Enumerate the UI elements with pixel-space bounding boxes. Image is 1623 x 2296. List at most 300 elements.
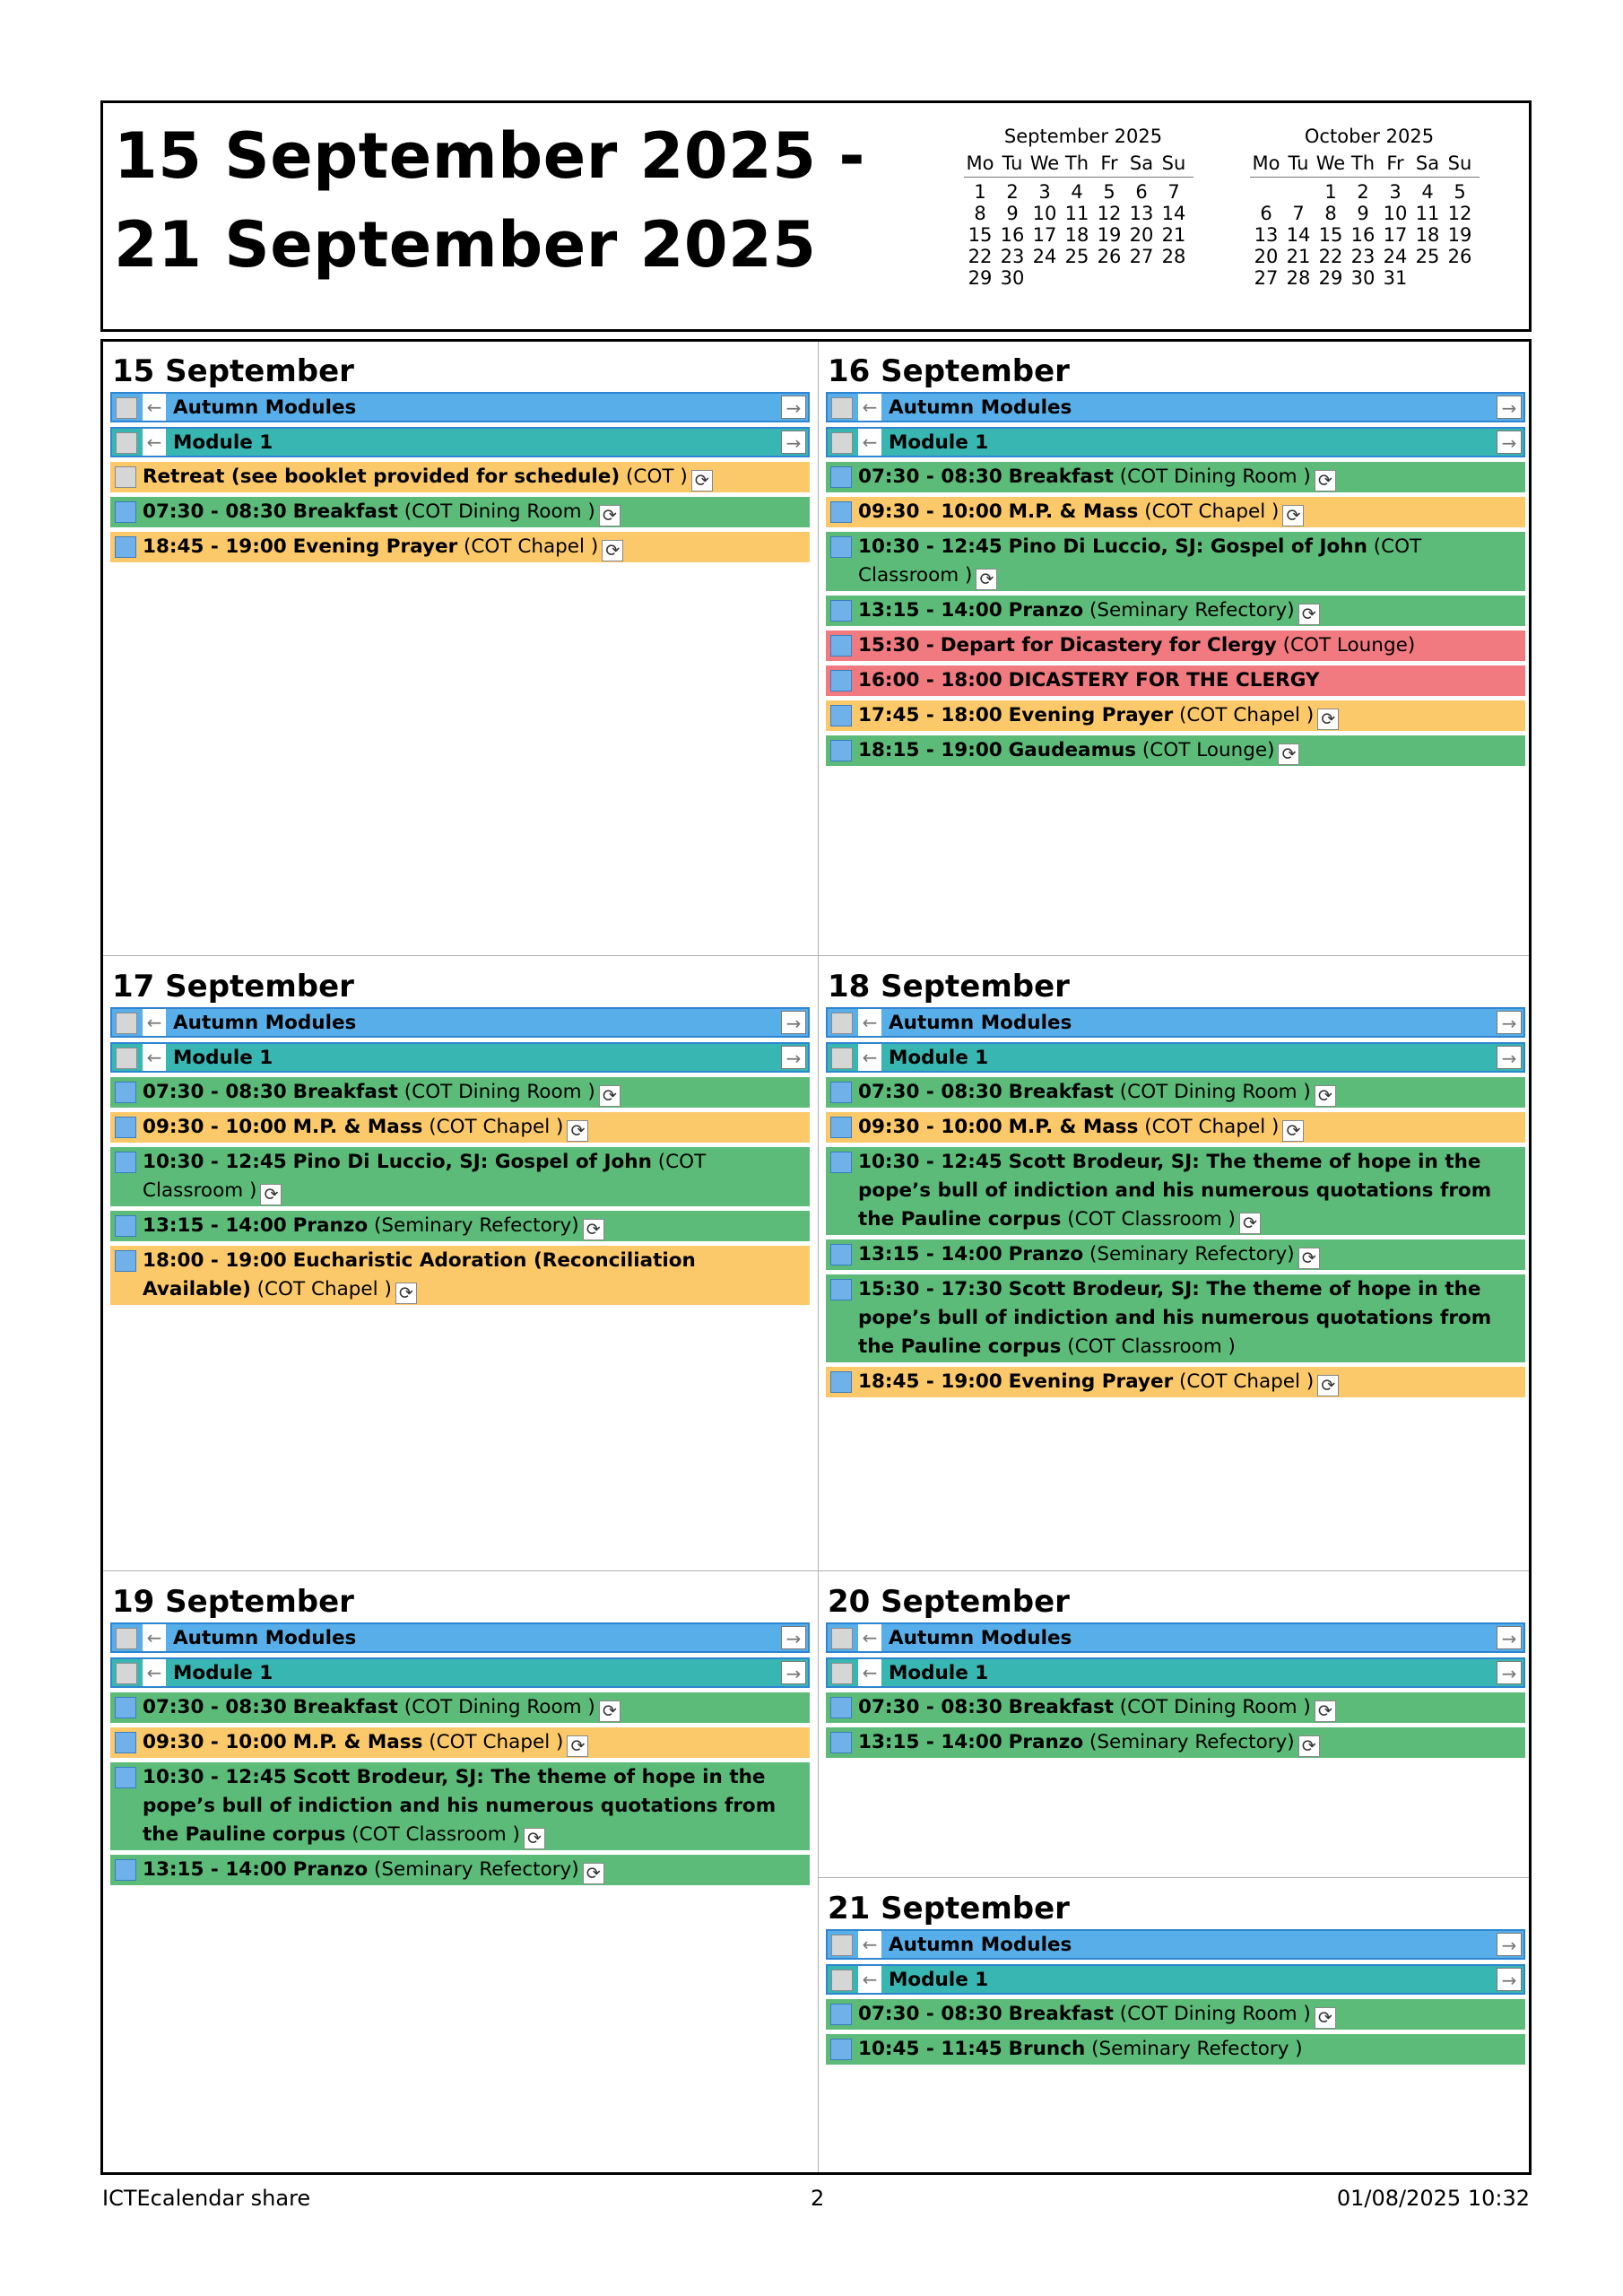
checkbox-icon[interactable] <box>830 1082 852 1103</box>
calendar-event[interactable] <box>826 665 1525 696</box>
checkbox-icon[interactable] <box>116 1013 137 1034</box>
mini-calendar-day[interactable]: 11 <box>1064 203 1089 224</box>
right-arrow-icon: → <box>1497 1046 1522 1069</box>
banner-label: Module 1 <box>889 1662 989 1684</box>
event-time: 07:30 - 08:30 <box>858 1696 1002 1718</box>
event-time: 13:15 - 14:00 <box>858 1243 1002 1265</box>
event-location: (Seminary Refectory) <box>1089 599 1295 622</box>
mini-calendar-week <box>964 267 1204 289</box>
recurring-icon: ⟳ <box>976 569 997 590</box>
event-location: (Seminary Refectory ) <box>1091 2038 1303 2060</box>
mini-calendar-day[interactable]: 13 <box>1129 203 1154 224</box>
mini-calendar-day[interactable]: 19 <box>1097 224 1122 246</box>
day-event-list <box>110 392 810 562</box>
event-time: 09:30 - 10:00 <box>858 500 1002 523</box>
right-arrow-icon: → <box>1497 430 1522 454</box>
day-event-list <box>826 1929 1525 2065</box>
left-arrow-icon: ← <box>143 1009 166 1036</box>
checkbox-icon[interactable] <box>831 432 853 454</box>
mini-calendar-day[interactable] <box>1250 181 1282 203</box>
mini-calendar-day[interactable]: 29 <box>968 267 993 289</box>
all-day-banner[interactable] <box>110 1622 810 1653</box>
mini-calendar-day[interactable] <box>1061 267 1093 289</box>
event-time: 15:30 - 17:30 <box>858 1278 1002 1300</box>
banner-label: Module 1 <box>173 1662 273 1684</box>
mini-calendar-day[interactable]: 5 <box>1454 181 1466 203</box>
mini-calendar-day[interactable]: 26 <box>1447 246 1472 267</box>
right-arrow-icon: → <box>1497 1011 1522 1034</box>
all-day-banner[interactable] <box>110 1007 810 1038</box>
calendar-event[interactable] <box>110 497 810 527</box>
mini-calendar-day[interactable]: 12 <box>1097 203 1122 224</box>
mini-calendar-day[interactable]: 5 <box>1103 181 1115 203</box>
checkbox-icon[interactable] <box>115 1082 136 1103</box>
mini-calendar-day[interactable]: 1 <box>1324 181 1337 203</box>
event-title: Breakfast <box>1008 2003 1114 2025</box>
event-title: M.P. & Mass <box>292 1731 423 1753</box>
mini-calendar-day[interactable]: 30 <box>1350 267 1376 289</box>
checkbox-icon[interactable] <box>831 1048 853 1069</box>
mini-calendar-day[interactable]: 6 <box>1135 181 1148 203</box>
calendar-event[interactable] <box>110 532 810 562</box>
checkbox-icon[interactable] <box>115 1732 136 1753</box>
calendar-event[interactable] <box>826 1112 1525 1143</box>
all-day-banner[interactable] <box>826 427 1525 457</box>
calendar-event[interactable] <box>110 1246 810 1305</box>
mini-calendar-day[interactable] <box>1444 267 1476 289</box>
mini-calendar-day[interactable]: 19 <box>1447 224 1472 246</box>
event-time: 09:30 - 10:00 <box>143 1116 287 1138</box>
mini-calendar-day[interactable]: 3 <box>1389 181 1402 203</box>
checkbox-icon[interactable] <box>830 1152 852 1173</box>
calendar-event[interactable] <box>826 1692 1525 1723</box>
checkbox-icon[interactable] <box>115 1250 136 1272</box>
recurring-icon: ⟳ <box>1239 1213 1261 1234</box>
calendar-event[interactable] <box>826 1077 1525 1108</box>
day-cell <box>103 966 810 1309</box>
weekday-label: Fr <box>1386 152 1404 174</box>
right-arrow-icon: → <box>781 1011 806 1034</box>
weekday-label: Mo <box>966 152 994 174</box>
event-location: (COT Dining Room ) <box>404 500 595 523</box>
event-location: (COT Chapel ) <box>1144 1116 1280 1138</box>
mini-calendar-day[interactable]: 24 <box>1032 246 1057 267</box>
event-title: DICASTERY FOR THE CLERGY <box>1008 669 1320 691</box>
checkbox-icon[interactable] <box>831 1935 853 1956</box>
checkbox-icon[interactable] <box>115 1117 136 1138</box>
mini-calendar-day[interactable] <box>1028 267 1061 289</box>
mini-calendar-day[interactable]: 1 <box>974 181 986 203</box>
weekday-label: Tu <box>1288 152 1309 174</box>
day-cell <box>103 1581 810 1890</box>
event-title: Evening Prayer <box>292 535 458 558</box>
recurring-icon: ⟳ <box>1315 1085 1336 1107</box>
event-title: Pranzo <box>1008 1731 1084 1753</box>
event-title: Pino Di Luccio, SJ: Gospel of John <box>292 1151 652 1173</box>
event-title: Depart for Dicastery for Clergy <box>940 634 1277 657</box>
mini-calendar-day[interactable]: 9 <box>1357 203 1369 224</box>
event-title: Pranzo <box>1008 1243 1084 1265</box>
banner-label: Module 1 <box>173 431 273 454</box>
recurring-icon: ⟳ <box>1315 1700 1336 1722</box>
banner-label: Autumn Modules <box>173 1627 357 1649</box>
mini-calendar-day[interactable] <box>1093 267 1125 289</box>
mini-calendar-day[interactable]: 14 <box>1161 203 1186 224</box>
day-title: 17 September <box>112 969 354 1004</box>
all-day-banner[interactable] <box>826 1622 1525 1653</box>
mini-calendar-weekdays <box>964 150 1193 178</box>
mini-calendar-day[interactable] <box>1158 267 1190 289</box>
day-cell <box>819 351 1525 770</box>
checkbox-icon[interactable] <box>831 1013 853 1034</box>
recurring-icon: ⟳ <box>1298 1735 1320 1757</box>
checkbox-icon[interactable] <box>115 1152 136 1173</box>
mini-calendar-day[interactable]: 17 <box>1383 224 1408 246</box>
banner-label: Module 1 <box>889 1969 989 1991</box>
mini-calendar-day[interactable]: 18 <box>1064 224 1089 246</box>
banner-label: Autumn Modules <box>889 1934 1072 1956</box>
mini-calendar-day[interactable]: 7 <box>1167 181 1180 203</box>
recurring-icon: ⟳ <box>691 470 713 491</box>
checkbox-icon[interactable] <box>116 432 137 454</box>
checkbox-icon[interactable] <box>830 501 852 523</box>
calendar-event[interactable] <box>826 735 1525 766</box>
calendar-event[interactable] <box>826 1147 1525 1235</box>
event-time: 07:30 - 08:30 <box>858 1081 1002 1103</box>
mini-calendar-day[interactable] <box>1125 267 1158 289</box>
checkbox-icon[interactable] <box>830 536 852 558</box>
checkbox-icon[interactable] <box>830 1732 852 1753</box>
mini-calendar-day[interactable]: 10 <box>1032 203 1057 224</box>
mini-calendar-day[interactable]: 27 <box>1129 246 1154 267</box>
checkbox-icon[interactable] <box>116 397 137 419</box>
calendar-event[interactable] <box>110 1112 810 1143</box>
checkbox-icon[interactable] <box>830 1244 852 1265</box>
mini-calendar-day[interactable]: 25 <box>1064 246 1089 267</box>
recurring-icon: ⟳ <box>599 1700 621 1722</box>
event-location: (COT Chapel ) <box>464 535 599 558</box>
event-time: 13:15 - 14:00 <box>143 1858 287 1881</box>
calendar-event[interactable] <box>110 1727 810 1758</box>
event-title: Pranzo <box>292 1858 369 1881</box>
event-location: (Seminary Refectory) <box>1089 1731 1295 1753</box>
event-title: Evening Prayer <box>1008 704 1174 726</box>
mini-calendar-day[interactable]: 11 <box>1415 203 1440 224</box>
checkbox-icon[interactable] <box>115 1859 136 1881</box>
checkbox-icon[interactable] <box>831 1663 853 1684</box>
weekday-label: Su <box>1447 152 1472 174</box>
mini-calendar-day[interactable]: 21 <box>1161 224 1186 246</box>
checkbox-icon[interactable] <box>116 1048 137 1069</box>
banner-label: Module 1 <box>889 1047 989 1069</box>
mini-calendar-week <box>1250 267 1490 289</box>
day-event-list <box>826 1622 1525 1758</box>
mini-calendar-day[interactable]: 15 <box>1318 224 1343 246</box>
banner-label: Autumn Modules <box>889 396 1072 419</box>
mini-calendar-day[interactable]: 27 <box>1254 267 1279 289</box>
day-title: 20 September <box>828 1584 1070 1620</box>
mini-calendar-day[interactable] <box>1282 181 1315 203</box>
event-time: 13:15 - 14:00 <box>858 1731 1002 1753</box>
calendar-event[interactable] <box>110 1077 810 1108</box>
left-arrow-icon: ← <box>858 1009 881 1036</box>
weekday-label: Sa <box>1415 152 1440 174</box>
mini-calendar-day[interactable]: 28 <box>1161 246 1186 267</box>
checkbox-icon[interactable] <box>830 740 852 761</box>
all-day-banner[interactable] <box>110 1042 810 1073</box>
mini-calendar-day[interactable]: 4 <box>1421 181 1434 203</box>
left-arrow-icon: ← <box>143 1044 166 1071</box>
checkbox-icon[interactable] <box>831 1970 853 1991</box>
left-arrow-icon: ← <box>143 1659 166 1686</box>
page-title-line-1: 15 September 2025 - <box>114 119 865 193</box>
calendar-event[interactable] <box>826 1239 1525 1270</box>
event-title: Scott Brodeur, SJ: The theme of hope in the pope’s bull of indiction and his numerous quotations from the Pauline corpus <box>143 1766 777 1846</box>
left-arrow-icon: ← <box>858 1044 881 1071</box>
event-time: 13:15 - 14:00 <box>143 1214 287 1237</box>
banner-label: Autumn Modules <box>173 1012 357 1034</box>
day-event-list <box>110 1622 810 1885</box>
event-location: (Seminary Refectory) <box>373 1214 579 1237</box>
all-day-banner[interactable] <box>826 1929 1525 1960</box>
mini-calendar-day[interactable]: 4 <box>1071 181 1083 203</box>
mini-calendar-day[interactable]: 2 <box>1006 181 1019 203</box>
mini-calendar-day[interactable]: 2 <box>1357 181 1369 203</box>
calendar-event[interactable] <box>826 1727 1525 1758</box>
mini-calendar-day[interactable]: 6 <box>1260 203 1272 224</box>
all-day-banner[interactable] <box>110 1657 810 1688</box>
event-title: Scott Brodeur, SJ: The theme of hope in the pope’s bull of indiction and his numerous quotations from the Pauline corpus <box>858 1278 1492 1358</box>
event-location: (COT Dining Room ) <box>404 1696 595 1718</box>
all-day-banner[interactable] <box>826 1964 1525 1995</box>
mini-calendar-week <box>964 181 1204 203</box>
event-title: Breakfast <box>292 1081 398 1103</box>
mini-calendar-day[interactable]: 22 <box>968 246 993 267</box>
calendar-event[interactable] <box>110 1211 810 1241</box>
mini-calendar-title: September 2025 <box>1003 126 1163 147</box>
calendar-event[interactable] <box>826 700 1525 731</box>
checkbox-icon[interactable] <box>116 1663 137 1684</box>
mini-calendar-day[interactable]: 15 <box>968 224 993 246</box>
event-location: (COT Dining Room ) <box>1119 465 1311 488</box>
mini-calendar-day[interactable]: 22 <box>1318 246 1343 267</box>
event-title: Breakfast <box>292 1696 398 1718</box>
checkbox-icon[interactable] <box>830 2004 852 2025</box>
calendar-event[interactable] <box>110 462 810 492</box>
event-title: Breakfast <box>1008 465 1114 488</box>
calendar-event[interactable] <box>110 1855 810 1885</box>
checkbox-icon[interactable] <box>115 1215 136 1237</box>
all-day-banner[interactable] <box>826 1657 1525 1688</box>
left-arrow-icon: ← <box>143 394 166 421</box>
left-arrow-icon: ← <box>858 1966 881 1993</box>
recurring-icon: ⟳ <box>583 1219 604 1240</box>
event-time: 18:45 - 19:00 <box>858 1370 1002 1393</box>
checkbox-icon[interactable] <box>115 501 136 523</box>
mini-calendar-day[interactable]: 23 <box>1350 246 1376 267</box>
right-arrow-icon: → <box>1497 1661 1522 1684</box>
all-day-banner[interactable] <box>826 1007 1525 1038</box>
event-title: Evening Prayer <box>1008 1370 1174 1393</box>
mini-calendar-day[interactable]: 18 <box>1415 224 1440 246</box>
event-time: 13:15 - 14:00 <box>858 599 1002 622</box>
event-location: (COT ) <box>626 465 688 488</box>
checkbox-icon[interactable] <box>830 1117 852 1138</box>
mini-calendar-day[interactable]: 14 <box>1286 224 1311 246</box>
recurring-icon: ⟳ <box>1298 1248 1320 1269</box>
checkbox-icon[interactable] <box>115 1697 136 1718</box>
event-time: 09:30 - 10:00 <box>858 1116 1002 1138</box>
mini-calendar-day[interactable]: 30 <box>1000 267 1025 289</box>
right-arrow-icon: → <box>781 1626 806 1649</box>
checkbox-icon[interactable] <box>116 1628 137 1649</box>
calendar-event[interactable] <box>826 596 1525 626</box>
left-arrow-icon: ← <box>858 394 881 421</box>
calendar-event[interactable] <box>826 1274 1525 1362</box>
calendar-event[interactable] <box>826 1367 1525 1397</box>
day-event-list <box>826 392 1525 766</box>
row-divider <box>103 955 1529 956</box>
event-title: Pranzo <box>1008 599 1084 622</box>
event-time: 18:45 - 19:00 <box>143 535 287 558</box>
checkbox-icon[interactable] <box>115 466 136 488</box>
mini-calendar-day[interactable]: 17 <box>1032 224 1057 246</box>
calendar-event[interactable] <box>110 1762 810 1850</box>
page-title-line-2: 21 September 2025 <box>114 208 817 282</box>
mini-calendar-day[interactable]: 10 <box>1383 203 1408 224</box>
week-grid <box>100 339 1532 2175</box>
checkbox-icon[interactable] <box>830 466 852 488</box>
checkbox-icon[interactable] <box>830 600 852 622</box>
mini-calendar-week <box>1250 224 1490 246</box>
event-location: (COT Lounge) <box>1282 634 1416 657</box>
left-arrow-icon: ← <box>143 1624 166 1651</box>
mini-calendar-day[interactable]: 7 <box>1292 203 1305 224</box>
mini-calendar-day[interactable]: 16 <box>1350 224 1376 246</box>
mini-calendar-day[interactable]: 29 <box>1318 267 1343 289</box>
mini-calendar-day[interactable]: 13 <box>1254 224 1279 246</box>
all-day-banner[interactable] <box>826 1042 1525 1073</box>
mini-calendar-day[interactable]: 26 <box>1097 246 1122 267</box>
mini-calendar-day[interactable]: 21 <box>1286 246 1311 267</box>
mini-calendar-day[interactable]: 24 <box>1383 246 1408 267</box>
event-title: Breakfast <box>292 500 398 523</box>
event-time: 07:30 - 08:30 <box>858 2003 1002 2025</box>
mini-calendar-day[interactable]: 12 <box>1447 203 1472 224</box>
event-location: (COT Dining Room ) <box>404 1081 595 1103</box>
checkbox-icon[interactable] <box>830 1371 852 1393</box>
mini-calendar-day[interactable]: 20 <box>1129 224 1154 246</box>
footer-timestamp: 01/08/2025 10:32 <box>1336 2186 1530 2211</box>
page-header <box>100 100 1532 332</box>
recurring-icon: ⟳ <box>1315 2007 1336 2029</box>
recurring-icon: ⟳ <box>567 1735 588 1757</box>
event-time: 07:30 - 08:30 <box>143 500 287 523</box>
banner-label: Autumn Modules <box>173 396 357 419</box>
recurring-icon: ⟳ <box>602 540 623 561</box>
checkbox-icon[interactable] <box>115 536 136 558</box>
weekday-label: Tu <box>1002 152 1023 174</box>
day-title: 21 September <box>828 1891 1070 1926</box>
calendar-event[interactable] <box>826 1999 1525 2030</box>
event-title: M.P. & Mass <box>1008 500 1139 523</box>
checkbox-icon[interactable] <box>831 397 853 419</box>
event-time: 10:30 - 12:45 <box>858 535 1002 558</box>
weekday-label: Fr <box>1100 152 1118 174</box>
right-arrow-icon: → <box>1497 1968 1522 1991</box>
row-divider <box>103 1570 1529 1571</box>
mini-calendar-week <box>964 224 1204 246</box>
calendar-event[interactable] <box>826 2034 1525 2065</box>
weekday-label: Th <box>1064 152 1089 174</box>
all-day-banner[interactable] <box>110 427 810 457</box>
left-arrow-icon: ← <box>858 1659 881 1686</box>
mini-calendar-september <box>962 123 1204 289</box>
mini-calendar-day[interactable]: 8 <box>1324 203 1337 224</box>
event-time: 07:30 - 08:30 <box>143 1696 287 1718</box>
day-title: 19 September <box>112 1584 354 1620</box>
mini-calendar-weekdays <box>1250 150 1480 178</box>
calendar-event[interactable] <box>110 1147 810 1206</box>
checkbox-icon[interactable] <box>830 670 852 691</box>
calendar-event[interactable] <box>110 1692 810 1723</box>
event-time: 07:30 - 08:30 <box>858 465 1002 488</box>
checkbox-icon[interactable] <box>830 705 852 726</box>
mini-calendar-day[interactable]: 16 <box>1000 224 1025 246</box>
mini-calendar-day[interactable]: 20 <box>1254 246 1279 267</box>
right-arrow-icon: → <box>1497 1626 1522 1649</box>
mini-calendar-day[interactable]: 8 <box>974 203 986 224</box>
mini-calendar-day[interactable] <box>1411 267 1444 289</box>
event-location: (COT Classroom ) <box>858 535 1422 587</box>
calendar-event[interactable] <box>826 497 1525 527</box>
event-title: M.P. & Mass <box>1008 1116 1139 1138</box>
checkbox-icon[interactable] <box>115 1767 136 1788</box>
calendar-event[interactable] <box>826 631 1525 661</box>
right-arrow-icon: → <box>781 1046 806 1069</box>
calendar-event[interactable] <box>826 462 1525 492</box>
banner-label: Autumn Modules <box>889 1012 1072 1034</box>
mini-calendar-week <box>1250 203 1490 224</box>
day-cell <box>819 966 1525 1402</box>
mini-calendar-day[interactable]: 3 <box>1038 181 1051 203</box>
event-title: Breakfast <box>1008 1081 1114 1103</box>
banner-label: Autumn Modules <box>889 1627 1072 1649</box>
left-arrow-icon: ← <box>143 429 166 456</box>
left-arrow-icon: ← <box>858 1931 881 1958</box>
weekday-label: We <box>1315 152 1346 174</box>
recurring-icon: ⟳ <box>524 1828 545 1849</box>
checkbox-icon[interactable] <box>830 2039 852 2060</box>
event-time: 17:45 - 18:00 <box>858 704 1002 726</box>
checkbox-icon[interactable] <box>830 1279 852 1300</box>
day-event-list <box>110 1007 810 1305</box>
all-day-banner[interactable] <box>110 392 810 422</box>
mini-calendar-day[interactable]: 23 <box>1000 246 1025 267</box>
checkbox-icon[interactable] <box>831 1628 853 1649</box>
checkbox-icon[interactable] <box>830 1697 852 1718</box>
calendar-event[interactable] <box>826 532 1525 591</box>
recurring-icon: ⟳ <box>599 505 621 526</box>
mini-calendar-day[interactable]: 25 <box>1415 246 1440 267</box>
event-location: (COT Lounge) <box>1141 739 1275 761</box>
mini-calendar-day[interactable]: 28 <box>1286 267 1311 289</box>
mini-calendar-day[interactable]: 31 <box>1383 267 1408 289</box>
mini-calendar-day[interactable]: 9 <box>1006 203 1019 224</box>
event-time: 10:45 - 11:45 <box>858 2038 1002 2060</box>
all-day-banner[interactable] <box>826 392 1525 422</box>
checkbox-icon[interactable] <box>830 635 852 657</box>
